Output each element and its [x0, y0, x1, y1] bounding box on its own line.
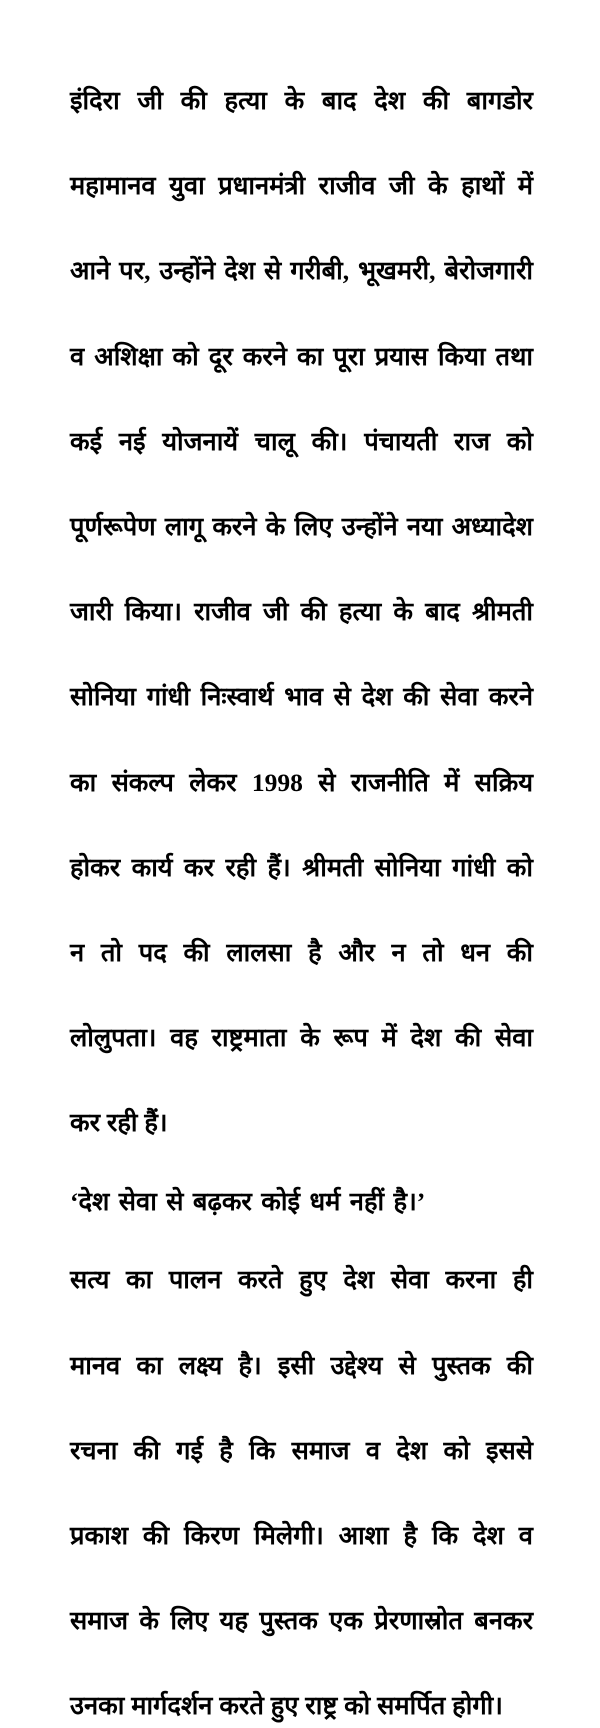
paragraph-1-line-8: सोनिया गांधी निःस्वार्थ भाव से देश की सेवा करने	[70, 682, 533, 712]
paragraph-2-line-4: प्रकाश की किरण मिलेगी। आशा है कि देश व	[70, 1521, 533, 1550]
quote-line: ‘देश सेवा से बढ़कर कोई धर्म नहीं है।’	[70, 1186, 426, 1216]
paragraph-1-line-12: लोलुपता। वह राष्ट्रमाता के रूप में देश की सेवा	[70, 1023, 533, 1053]
paragraph-1-line-4: व अशिक्षा को दूर करने का पूरा प्रयास किया तथा	[70, 341, 533, 371]
paragraph-1-line-3: आने पर, उन्होंने देश से गरीबी, भूखमरी, बेरोजगारी	[70, 256, 533, 286]
paragraph-1-line-2: महामानव युवा प्रधानमंत्री राजीव जी के हाथों में	[70, 171, 533, 201]
paragraph-1-line-6: पूर्णरूपेण लागू करने के लिए उन्होंने नया अध्यादेश	[70, 511, 533, 541]
paragraph-2	[70, 1259, 533, 1728]
paragraph-1-line-11: न तो पद की लालसा है और न तो धन की	[70, 937, 533, 967]
paragraph-1	[70, 80, 533, 1145]
text-column	[70, 80, 533, 1728]
paragraph-2-line-3: रचना की गई है कि समाज व देश को इससे	[70, 1435, 533, 1465]
paragraph-2-line-5: समाज के लिए यह पुस्तक एक प्रेरणास्रोत बनकर	[70, 1606, 533, 1636]
paragraph-1-line-10: होकर कार्य कर रही हैं। श्रीमती सोनिया गांधी को	[70, 852, 533, 882]
paragraph-1-line-7: जारी किया। राजीव जी की हत्या के बाद श्रीमती	[70, 597, 533, 627]
paragraph-2-line-2: मानव का लक्ष्य है। इसी उद्देश्य से पुस्तक की	[70, 1350, 533, 1380]
paragraph-1-line-5: कई नई योजनायें चालू की। पंचायती राज को	[70, 426, 533, 456]
paragraph-1-line-9: का संकल्प लेकर 1998 से राजनीति में सक्रिय	[70, 767, 533, 797]
paragraph-spacer-1	[70, 1145, 533, 1181]
paragraph-2-line-6: उनका मार्गदर्शन करते हुए राष्ट्र को समर्पित होगी।	[70, 1691, 503, 1721]
paragraph-1-line-1: इंदिरा जी की हत्या के बाद देश की बागडोर	[70, 86, 533, 115]
paragraph-1-line-13: कर रही हैं।	[70, 1108, 168, 1138]
paragraph-spacer-2	[70, 1223, 533, 1259]
paragraph-2-line-1: सत्य का पालन करते हुए देश सेवा करना ही	[70, 1265, 533, 1295]
